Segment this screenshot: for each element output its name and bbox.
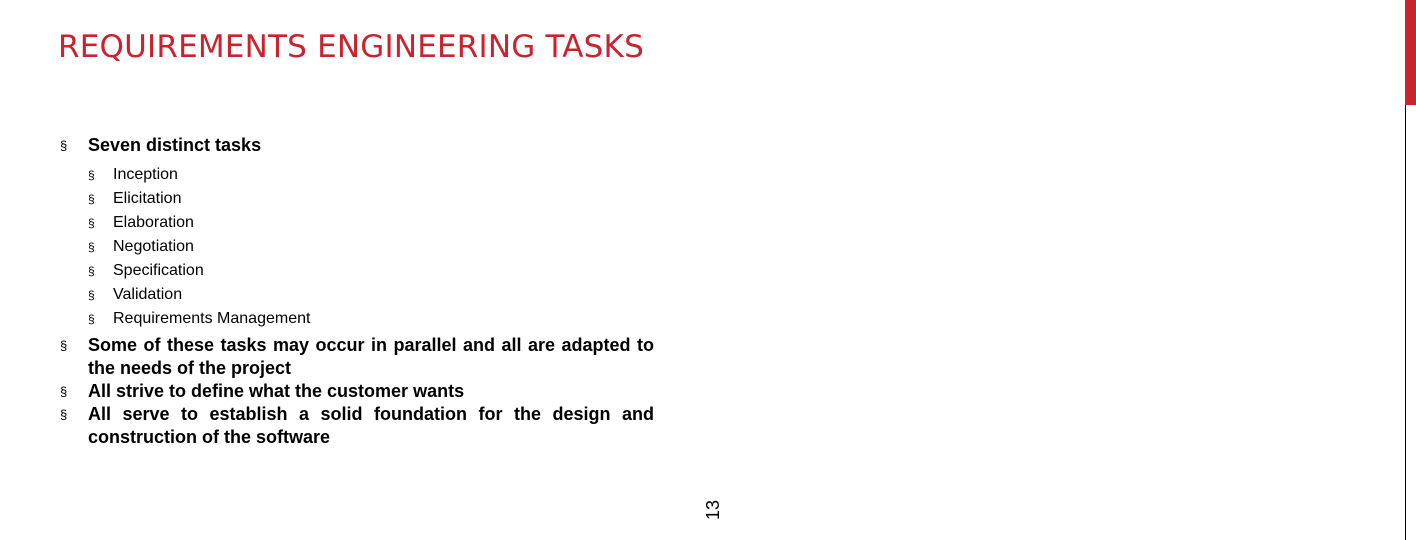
sub-bullet-item bbox=[60, 163, 654, 187]
bullet-text: Some of these tasks may occur in parallel and all are adapted to the needs of the project bbox=[88, 335, 654, 378]
slide-body bbox=[60, 134, 654, 449]
sub-bullet-text: Validation bbox=[113, 286, 183, 303]
sub-bullet-text: Inception bbox=[113, 166, 178, 183]
bullet-marker: § bbox=[60, 384, 68, 399]
sub-bullet-text: Negotiation bbox=[113, 238, 194, 255]
sub-bullet-text: Elicitation bbox=[113, 190, 182, 207]
slide-title: REQUIREMENTS ENGINEERING TASKS bbox=[58, 29, 644, 65]
sub-bullet-marker: § bbox=[88, 312, 95, 326]
sub-bullet-item bbox=[60, 307, 654, 331]
side-decoration bbox=[696, 0, 723, 540]
bullet-marker: § bbox=[60, 407, 68, 422]
bullet-text: All strive to define what the customer wants bbox=[88, 381, 465, 401]
sub-bullet-item bbox=[60, 235, 654, 259]
bullet-item bbox=[60, 403, 654, 449]
bullet-marker: § bbox=[60, 338, 68, 353]
sub-bullet-marker: § bbox=[88, 168, 95, 182]
slide-number: 13 bbox=[703, 499, 723, 520]
bullet-text: All serve to establish a solid foundation for the design and construction of the software bbox=[88, 404, 654, 447]
sub-bullet-item bbox=[60, 187, 654, 211]
sub-bullet-marker: § bbox=[88, 264, 95, 278]
bullet-item bbox=[60, 334, 654, 380]
sub-bullet-marker: § bbox=[88, 192, 95, 206]
vertical-rule bbox=[1405, 105, 1406, 540]
bullet-marker: § bbox=[60, 138, 68, 153]
sub-bullet-marker: § bbox=[88, 288, 95, 302]
bullet-text: Seven distinct tasks bbox=[88, 135, 262, 155]
sub-bullet-item bbox=[60, 259, 654, 283]
accent-bar bbox=[1405, 0, 1416, 105]
sub-bullet-marker: § bbox=[88, 240, 95, 254]
sub-bullet-text: Requirements Management bbox=[113, 310, 311, 327]
bullet-item bbox=[60, 380, 654, 403]
sub-bullet-text: Elaboration bbox=[113, 214, 194, 231]
sub-bullet-marker: § bbox=[88, 216, 95, 230]
bullet-item bbox=[60, 134, 654, 157]
sub-bullet-item bbox=[60, 211, 654, 235]
sub-bullet-list bbox=[60, 163, 654, 331]
sub-bullet-text: Specification bbox=[113, 262, 204, 279]
sub-bullet-item bbox=[60, 283, 654, 307]
